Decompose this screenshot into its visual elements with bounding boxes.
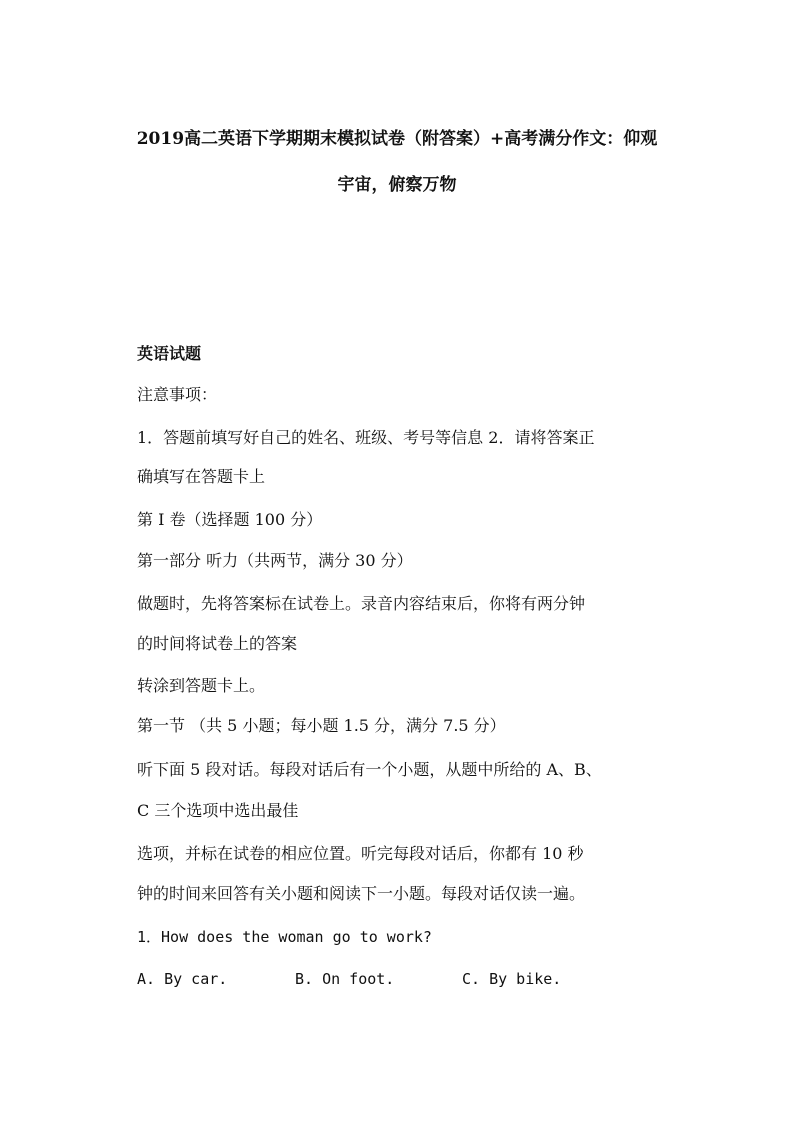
listening-instruction-4: 钟的时间来回答有关小题和阅读下一小题。每段对话仅读一遍。 <box>137 884 586 903</box>
notice-item-1-cont: 确填写在答题卡上 <box>137 467 266 486</box>
option-b: B. On foot. <box>295 970 395 988</box>
listening-instruction-1: 听下面 5 段对话。每段对话后有一个小题，从题中所给的 A、B、 <box>137 760 602 779</box>
instruction-line-3: 转涂到答题卡上。 <box>137 676 266 695</box>
instruction-line-2: 的时间将试卷上的答案 <box>137 634 298 653</box>
question-1: 1．How does the woman go to work? <box>137 928 432 946</box>
document-title-line-1: 2019高二英语下学期期末模拟试卷（附答案）+高考满分作文：仰观 <box>136 129 658 149</box>
document-title-line-2: 宇宙，俯察万物 <box>337 175 457 195</box>
volume-heading: 第 I 卷（选择题 100 分） <box>137 510 323 529</box>
listening-instruction-3: 选项，并标在试卷的相应位置。听完每段对话后，你都有 10 秒 <box>137 844 584 863</box>
instruction-line-1: 做题时，先将答案标在试卷上。录音内容结束后，你将有两分钟 <box>137 594 586 613</box>
notice-label: 注意事项： <box>137 385 218 404</box>
part-heading: 第一部分 听力（共两节，满分 30 分） <box>137 551 413 570</box>
option-a: A. By car. <box>137 970 228 988</box>
notice-item-1: 1．答题前填写好自己的姓名、班级、考号等信息 2．请将答案正 <box>137 428 595 447</box>
section-heading: 英语试题 <box>137 344 202 363</box>
section-one-heading: 第一节 （共 5 小题；每小题 1.5 分，满分 7.5 分） <box>137 716 506 735</box>
listening-instruction-2: C 三个选项中选出最佳 <box>137 801 299 820</box>
option-c: C. By bike. <box>462 970 562 988</box>
